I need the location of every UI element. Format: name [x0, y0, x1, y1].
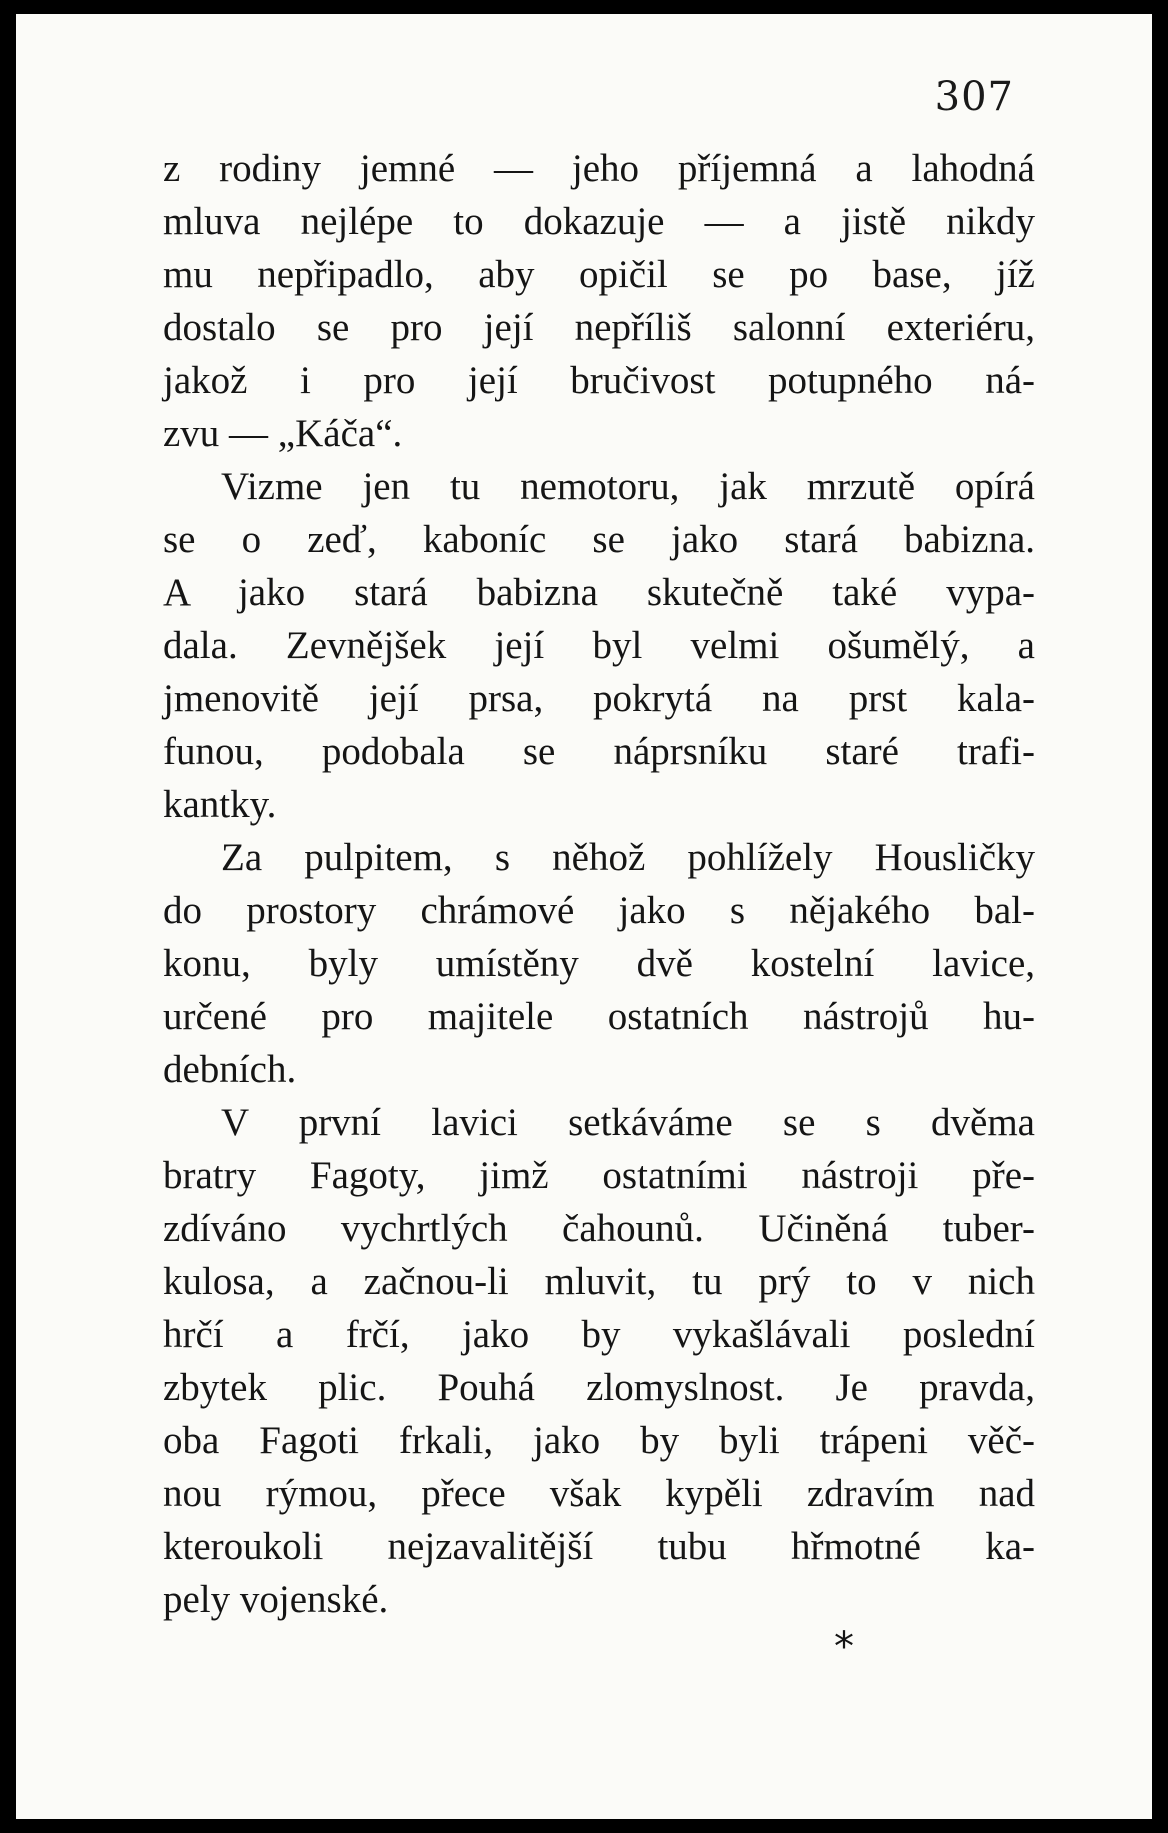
text-line: zvu — „Káča“.: [163, 412, 403, 455]
text-line: jakož i pro její bručivost potupného ná-: [163, 359, 1035, 402]
page-number: 307: [934, 74, 1014, 120]
section-ornament: *: [834, 1624, 854, 1670]
text-line: zbytek plic. Pouhá zlomyslnost. Je pravda,: [163, 1366, 1035, 1409]
text-line: Za pulpitem, s něhož pohlížely Housličky: [221, 836, 1035, 879]
text-line: jmenovitě její prsa, pokrytá na prst kala-: [163, 677, 1035, 720]
book-page: [16, 14, 1152, 1819]
text-line: zdíváno vychrtlých čahounů. Učiněná tuber-: [163, 1207, 1035, 1250]
text-line: oba Fagoti frkali, jako by byli trápeni věč-: [163, 1419, 1035, 1462]
body-text: [163, 142, 1035, 1626]
text-line: bratry Fagoty, jimž ostatními nástroji pře-: [163, 1154, 1035, 1197]
text-line: konu, byly umístěny dvě kostelní lavice,: [163, 942, 1035, 985]
text-line: pely vojenské.: [163, 1578, 389, 1621]
text-line: nou rýmou, přece však kypěli zdravím nad: [163, 1472, 1035, 1515]
text-line: mu nepřipadlo, aby opičil se po base, jíž: [163, 253, 1035, 296]
text-line: kantky.: [163, 783, 277, 826]
text-line: určené pro majitele ostatních nástrojů hu-: [163, 995, 1035, 1038]
text-line: hrčí a frčí, jako by vykašlávali poslední: [163, 1313, 1035, 1356]
text-line: dostalo se pro její nepříliš salonní exteriéru,: [163, 306, 1035, 349]
text-line: mluva nejlépe to dokazuje — a jistě nikdy: [163, 200, 1035, 243]
text-line: kteroukoli nejzavalitější tubu hřmotné ka-: [163, 1525, 1035, 1568]
text-line: do prostory chrámové jako s nějakého bal-: [163, 889, 1035, 932]
text-line: se o zeď, kaboníc se jako stará babizna.: [163, 518, 1035, 561]
text-line: funou, podobala se náprsníku staré trafi-: [163, 730, 1035, 773]
text-line: kulosa, a začnou-li mluvit, tu prý to v nich: [163, 1260, 1035, 1303]
text-line: debních.: [163, 1048, 297, 1091]
text-line: Vizme jen tu nemotoru, jak mrzutě opírá: [221, 465, 1035, 508]
text-line: z rodiny jemné — jeho příjemná a lahodná: [163, 147, 1035, 190]
text-line: dala. Zevnějšek její byl velmi ošumělý, a: [163, 624, 1035, 667]
text-line: A jako stará babizna skutečně také vypa-: [163, 571, 1035, 614]
text-line: V první lavici setkáváme se s dvěma: [221, 1101, 1035, 1144]
